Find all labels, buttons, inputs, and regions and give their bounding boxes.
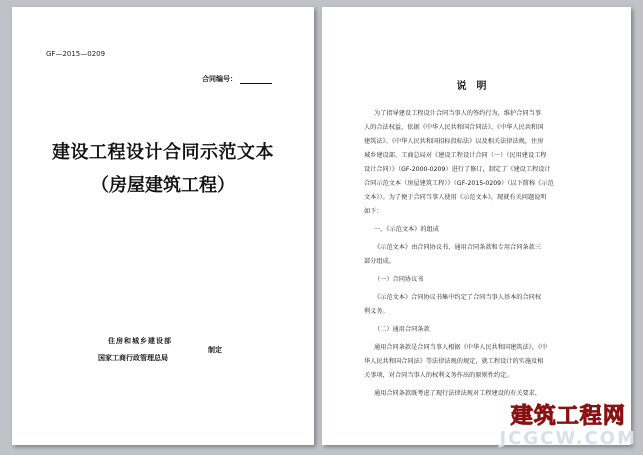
cover-page (12, 7, 314, 445)
explanation-title: 说明 (456, 81, 497, 92)
issuer-ministry: 住房和城乡建设部 (108, 337, 172, 345)
explanation-page (322, 7, 631, 445)
watermark-en: JCGCW.COM (499, 428, 637, 449)
explanation-line: 建筑法》、《中华人民共和国招标投标法》以及相关法律法规，住房 (364, 138, 544, 145)
explanation-line: 如下： (364, 208, 383, 215)
contract-number-blank (240, 75, 272, 84)
explanation-line: 华人民共和国合同法》等法律法规的规定，就工程设计的实施及相 (364, 358, 544, 365)
explanation-line: 关事项，对合同当事人的权利义务作出的原则性约定。 (364, 372, 513, 379)
explanation-line: 通用合同条款是合同当事人根据《中华人民共和国建筑法》、《中 (374, 344, 548, 351)
document-subtitle: （房屋建筑工程） (91, 175, 235, 196)
explanation-line: 部分组成。 (364, 258, 395, 265)
issue-label: 制定 (208, 346, 222, 354)
explanation-line: 文本》）。为了便于合同当事人使用《示范文本》，现就有关问题说明 (364, 194, 547, 201)
contract-number-label: 合同编号： (202, 75, 237, 83)
contract-number-field (202, 74, 272, 84)
section-heading: 一、《示范文本》的组成 (374, 226, 439, 233)
document-title: 建设工程设计合同示范文本 (52, 142, 274, 163)
explanation-line: 合同示范文本（房屋建筑工程）》（GF-2015-0209）（以下简称《示范 (364, 180, 554, 187)
explanation-line: 《示范文本》合同协议书集中约定了合同当事人基本的合同权 (374, 294, 542, 301)
explanation-line: 《示范文本》由合同协议书、通用合同条款和专用合同条款三 (374, 244, 542, 251)
watermark-cn: 建筑工程网 (510, 404, 626, 429)
explanation-line: 设计合同）》（GF-2000-0209）进行了修订，制定了《建设工程设计 (364, 166, 551, 173)
explanation-line: 利义务。 (364, 308, 389, 315)
site-watermark (499, 405, 637, 449)
explanation-line: 为了指导建设工程设计合同当事人的签约行为，维护合同当事 (374, 110, 542, 117)
explanation-line: 城乡建设部、工商总局对《建设工程设计合同（一）（民用建设工程 (364, 152, 547, 159)
issuer-administration: 国家工商行政管理总局 (98, 354, 168, 362)
subsection-heading: （二）通用合同条款 (374, 326, 430, 333)
explanation-line: 人的合法权益，依据《中华人民共和国合同法》、《中华人民共和国 (364, 124, 544, 131)
document-code: GF—2015—0209 (46, 50, 106, 58)
subsection-heading: （一）合同协议书 (374, 276, 424, 283)
explanation-line: 通用合同条款既考虑了现行法律法规对工程建设的有关要求， (374, 390, 542, 397)
